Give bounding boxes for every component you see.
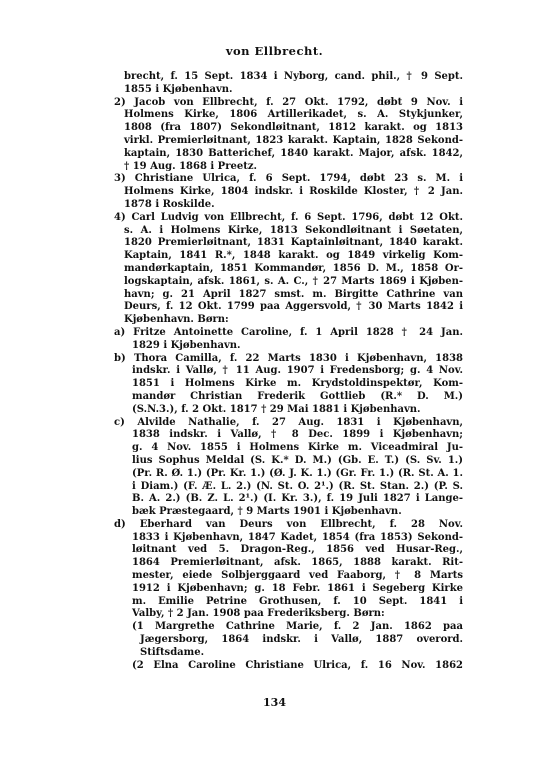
text-line: 1820 Premierløitnant, 1831 Kaptainløitnant, 1840 karakt. bbox=[124, 237, 463, 249]
text-line: (2 Elna Caroline Christiane Ulrica, f. 16 Nov. 1862 bbox=[132, 659, 463, 671]
text-line: 1838 indskr. i Vallø, † 8 Dec. 1899 i Kjøbenhavn; bbox=[132, 429, 463, 441]
text-line: kaptain, 1830 Batterichef, 1840 karakt. Major, afsk. 1842, bbox=[124, 147, 463, 159]
text-line: mester, eiede Solbjerggaard ved Faaborg, † 8 Marts bbox=[132, 570, 463, 582]
text-line: indskr. i Vallø, † 11 Aug. 1907 i Fredensborg; g. 4 Nov. bbox=[132, 365, 463, 377]
text-line: Holmens Kirke, 1804 indskr. i Roskilde Kloster, † 2 Jan. bbox=[124, 186, 463, 198]
text-line: Deurs, f. 12 Okt. 1799 paa Aggersvold, † 30 Marts 1842 i bbox=[124, 301, 463, 313]
text-line: b) Thora Camilla, f. 22 Marts 1830 i Kjøbenhavn, 1838 bbox=[114, 352, 463, 364]
text-line: mandør Christian Frederik Gottlieb (R.* D. M.) bbox=[132, 390, 463, 402]
text-line: havn; g. 21 April 1827 smst. m. Birgitte Cathrine van bbox=[124, 288, 463, 300]
text-line: 1808 (fra 1807) Sekondløitnant, 1812 karakt. og 1813 bbox=[124, 122, 463, 134]
text-line: (Pr. R. Ø. 1.) (Pr. Kr. 1.) (Ø. J. K. 1.) (Gr. Fr. 1.) (R. St. A. 1. bbox=[132, 467, 463, 479]
text-line: logskaptain, afsk. 1861, s. A. C., † 27 Marts 1869 i Kjøben- bbox=[124, 275, 463, 287]
text-line: 1851 i Holmens Kirke m. Krydstoldinspektør, Kom- bbox=[132, 378, 463, 390]
text-line: 3) Christiane Ulrica, f. 6 Sept. 1794, døbt 23 s. M. i bbox=[114, 173, 463, 185]
text-line: 1864 Premierløitnant, afsk. 1865, 1888 karakt. Rit- bbox=[132, 557, 463, 569]
text-line: 1855 i Kjøbenhavn. bbox=[124, 83, 233, 95]
text-line: virkl. Premierløitnant, 1823 karakt. Kaptain, 1828 Sekond- bbox=[124, 134, 463, 146]
text-line: † 19 Aug. 1868 i Preetz. bbox=[124, 160, 257, 172]
text-line: Holmens Kirke, 1806 Artillerikadet, s. A. Stykjunker, bbox=[124, 109, 463, 121]
text-line: mandørkaptain, 1851 Kommandør, 1856 D. M., 1858 Or- bbox=[124, 262, 463, 274]
text-line: 1878 i Roskilde. bbox=[124, 198, 215, 210]
text-line: (1 Margrethe Cathrine Marie, f. 2 Jan. 1862 paa bbox=[132, 621, 463, 633]
text-line: c) Alvilde Nathalie, f. 27 Aug. 1831 i Kjøbenhavn, bbox=[114, 416, 463, 428]
text-line: 2) Jacob von Ellbrecht, f. 27 Okt. 1792, døbt 9 Nov. i bbox=[114, 96, 463, 108]
text-line: brecht, f. 15 Sept. 1834 i Nyborg, cand. phil., † 9 Sept. bbox=[124, 71, 463, 82]
text-line: d) Eberhard van Deurs von Ellbrecht, f. 28 Nov. bbox=[114, 518, 463, 530]
text-line: g. 4 Nov. 1855 i Holmens Kirke m. Viceadmiral Ju- bbox=[132, 442, 463, 454]
text-line: bæk Præstegaard, † 9 Marts 1901 i Kjøbenhavn. bbox=[132, 506, 402, 518]
text-line: 1912 i Kjøbenhavn; g. 18 Febr. 1861 i Segeberg Kirke bbox=[132, 582, 463, 594]
text-line: Valby, † 2 Jan. 1908 paa Frederiksberg. Børn: bbox=[132, 608, 385, 620]
text-line: Kjøbenhavn. Børn: bbox=[124, 314, 229, 326]
text-line: 4) Carl Ludvig von Ellbrecht, f. 6 Sept. 1796, døbt 12 Okt. bbox=[114, 211, 463, 223]
running-header: von Ellbrecht. bbox=[225, 44, 324, 58]
text-line: Kaptain, 1841 R.*, 1848 karakt. og 1849 virkelig Kom- bbox=[124, 250, 463, 262]
text-line: B. A. 2.) (B. Z. L. 2¹.) (I. Kr. 3.), f. 19 Juli 1827 i Lange- bbox=[132, 493, 463, 505]
text-line: lius Sophus Meldal (S. K.* D. M.) (Gb. E. T.) (S. Sv. 1.) bbox=[132, 454, 463, 466]
text-line: a) Fritze Antoinette Caroline, f. 1 April 1828 † 24 Jan. bbox=[114, 326, 463, 338]
text-line: løitnant ved 5. Dragon-Reg., 1856 ved Husar-Reg., bbox=[132, 544, 463, 556]
page-number: 134 bbox=[263, 696, 286, 709]
text-line: i Diam.) (F. Æ. L. 2.) (N. St. O. 2¹.) (R. St. Stan. 2.) (P. S. bbox=[132, 480, 463, 492]
text-line: Jægersborg, 1864 indskr. i Vallø, 1887 overord. bbox=[140, 634, 463, 646]
text-line: m. Emilie Petrine Grothusen, f. 10 Sept. 1841 i bbox=[132, 595, 463, 607]
text-line: (S.N.3.), f. 2 Okt. 1817 † 29 Mai 1881 i Kjøbenhavn. bbox=[132, 403, 421, 415]
body-text bbox=[114, 71, 463, 672]
text-line: 1829 i Kjøbenhavn. bbox=[132, 339, 241, 351]
text-line: 1833 i Kjøbenhavn, 1847 Kadet, 1854 (fra 1853) Sekond- bbox=[132, 531, 463, 543]
text-line: s. A. i Holmens Kirke, 1813 Sekondløitnant i Søetaten, bbox=[124, 224, 463, 236]
text-line: Stiftsdame. bbox=[140, 646, 205, 658]
